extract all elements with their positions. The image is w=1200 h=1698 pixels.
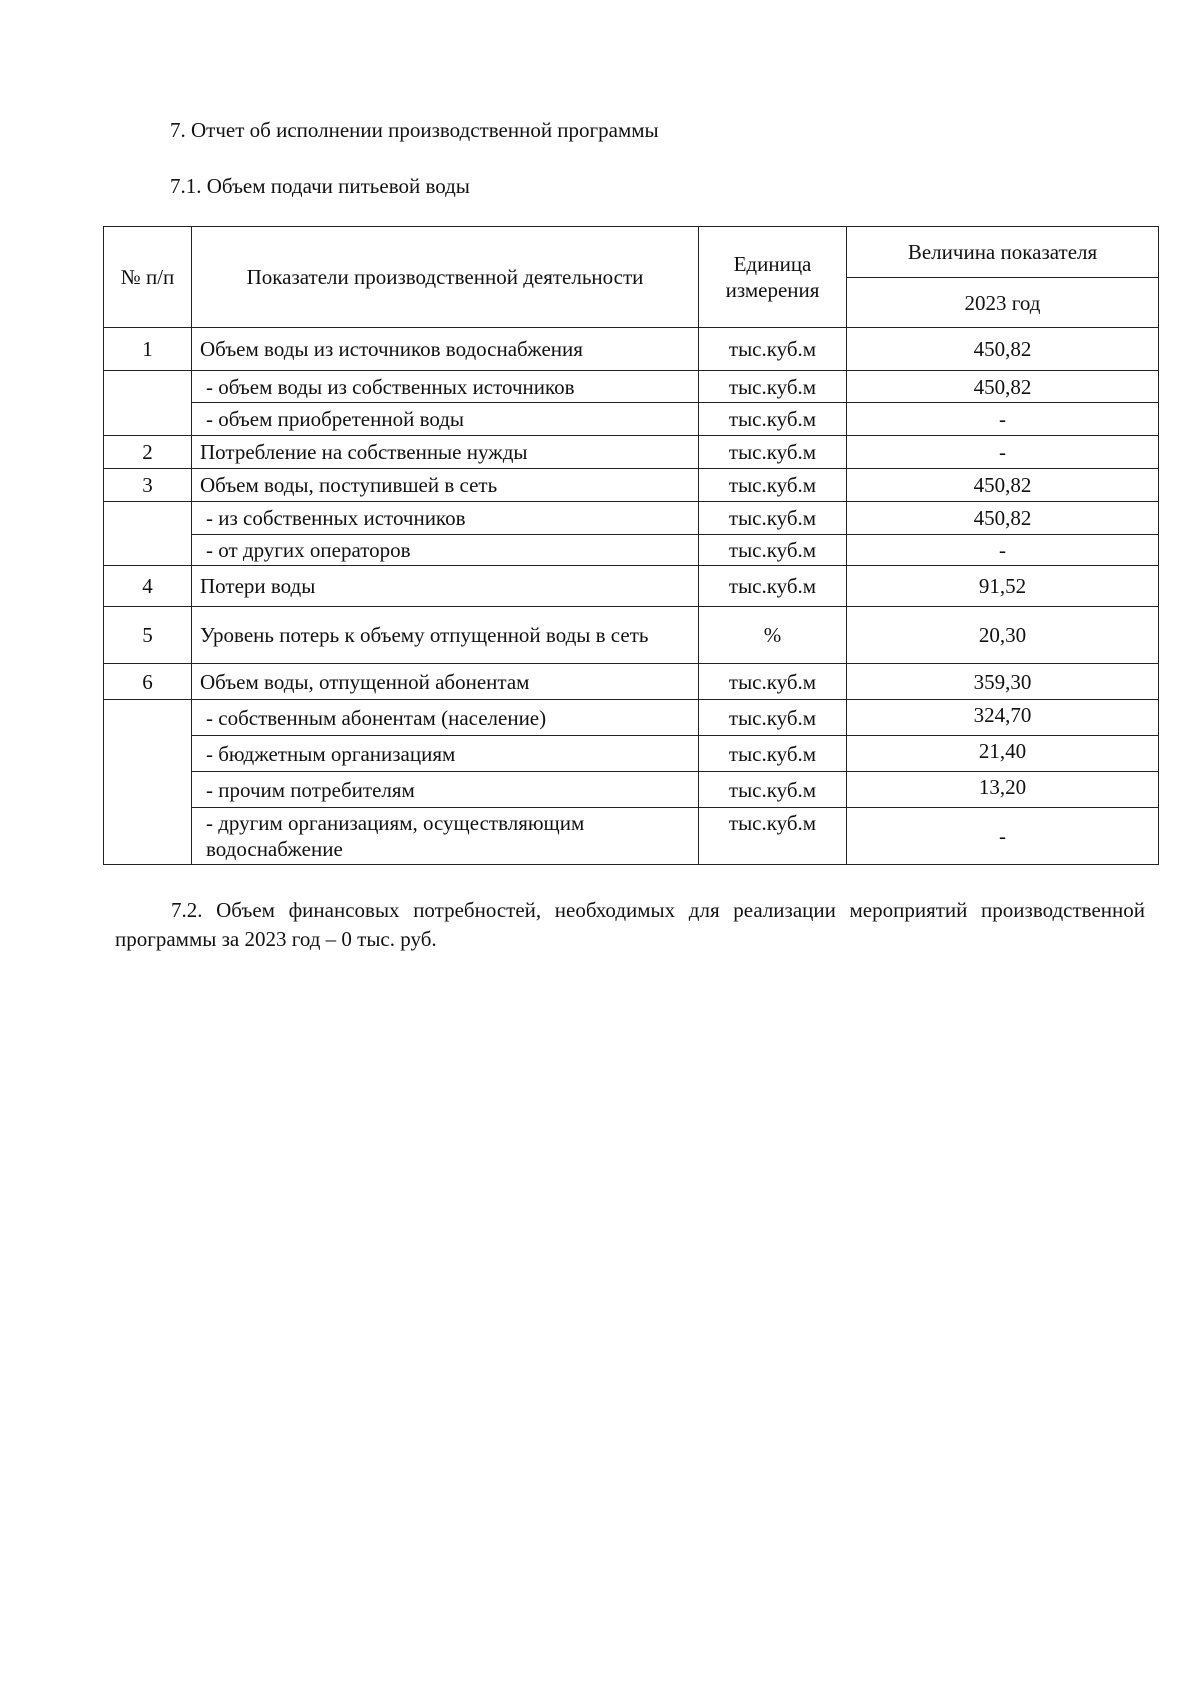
table-row [104, 371, 1159, 403]
row-unit: тыс.куб.м [699, 469, 847, 502]
table-row [104, 808, 1159, 865]
row-num: 2 [104, 436, 192, 469]
row-unit: тыс.куб.м [699, 371, 847, 403]
table-row [104, 328, 1159, 371]
row-num [104, 502, 192, 566]
table-row [104, 535, 1159, 566]
row-name: Объем воды из источников водоснабжения [192, 328, 699, 371]
row-unit: тыс.куб.м [699, 736, 847, 772]
row-unit: тыс.куб.м [699, 808, 847, 865]
section-title: 7. Отчет об исполнении производственной программы [170, 118, 659, 142]
row-unit: тыс.куб.м [699, 772, 847, 808]
row-value: 450,82 [847, 502, 1159, 535]
financial-needs-paragraph: 7.2. Объем финансовых потребностей, необходимых для реализации мероприятий производственной программы за 2023 год – 0 тыс. руб. [115, 898, 1145, 951]
row-num: 6 [104, 664, 192, 700]
row-name: - от других операторов [192, 535, 699, 566]
water-supply-table [103, 226, 1159, 865]
row-value: 20,30 [847, 607, 1159, 664]
row-num [104, 700, 192, 865]
row-name: Объем воды, отпущенной абонентам [192, 664, 699, 700]
row-num [104, 371, 192, 436]
row-name: - из собственных источников [192, 502, 699, 535]
row-value: - [847, 808, 1159, 865]
row-num: 3 [104, 469, 192, 502]
row-name: - собственным абонентам (население) [192, 700, 699, 736]
header-indicator: Показатели производственной деятельности [192, 227, 699, 328]
row-value: 359,30 [847, 664, 1159, 700]
row-value: 450,82 [847, 469, 1159, 502]
table-row [104, 607, 1159, 664]
row-value: 13,20 [847, 772, 1159, 808]
row-unit: % [699, 607, 847, 664]
row-name: Потребление на собственные нужды [192, 436, 699, 469]
table-row [104, 566, 1159, 607]
table-row [104, 502, 1159, 535]
row-unit: тыс.куб.м [699, 700, 847, 736]
row-name: Потери воды [192, 566, 699, 607]
row-value: - [847, 535, 1159, 566]
row-num: 1 [104, 328, 192, 371]
row-name: - объем воды из собственных источников [192, 371, 699, 403]
subsection-title: 7.1. Объем подачи питьевой воды [170, 174, 470, 198]
table-row [104, 700, 1159, 736]
row-value: - [847, 436, 1159, 469]
row-value: 450,82 [847, 328, 1159, 371]
row-unit: тыс.куб.м [699, 664, 847, 700]
row-num: 4 [104, 566, 192, 607]
row-name: Уровень потерь к объему отпущенной воды в сеть [192, 607, 699, 664]
row-unit: тыс.куб.м [699, 436, 847, 469]
row-unit: тыс.куб.м [699, 535, 847, 566]
row-value: 324,70 [847, 700, 1159, 736]
row-num: 5 [104, 607, 192, 664]
row-value: 450,82 [847, 371, 1159, 403]
row-unit: тыс.куб.м [699, 566, 847, 607]
table-row [104, 469, 1159, 502]
row-name: - другим организациям, осуществляющим водоснабжение [192, 808, 699, 865]
row-unit: тыс.куб.м [699, 328, 847, 371]
header-value-group: Величина показателя [847, 227, 1159, 278]
row-name: - прочим потребителям [192, 772, 699, 808]
row-value: 21,40 [847, 736, 1159, 772]
row-name: - объем приобретенной воды [192, 403, 699, 436]
row-unit: тыс.куб.м [699, 403, 847, 436]
header-num: № п/п [104, 227, 192, 328]
table-row [104, 403, 1159, 436]
row-name: Объем воды, поступившей в сеть [192, 469, 699, 502]
header-year: 2023 год [847, 278, 1159, 328]
table-row [104, 436, 1159, 469]
row-value: - [847, 403, 1159, 436]
row-unit: тыс.куб.м [699, 502, 847, 535]
row-name: - бюджетным организациям [192, 736, 699, 772]
table-row [104, 772, 1159, 808]
header-unit: Единица измерения [699, 227, 847, 328]
row-value: 91,52 [847, 566, 1159, 607]
table-row [104, 664, 1159, 700]
table-row [104, 736, 1159, 772]
